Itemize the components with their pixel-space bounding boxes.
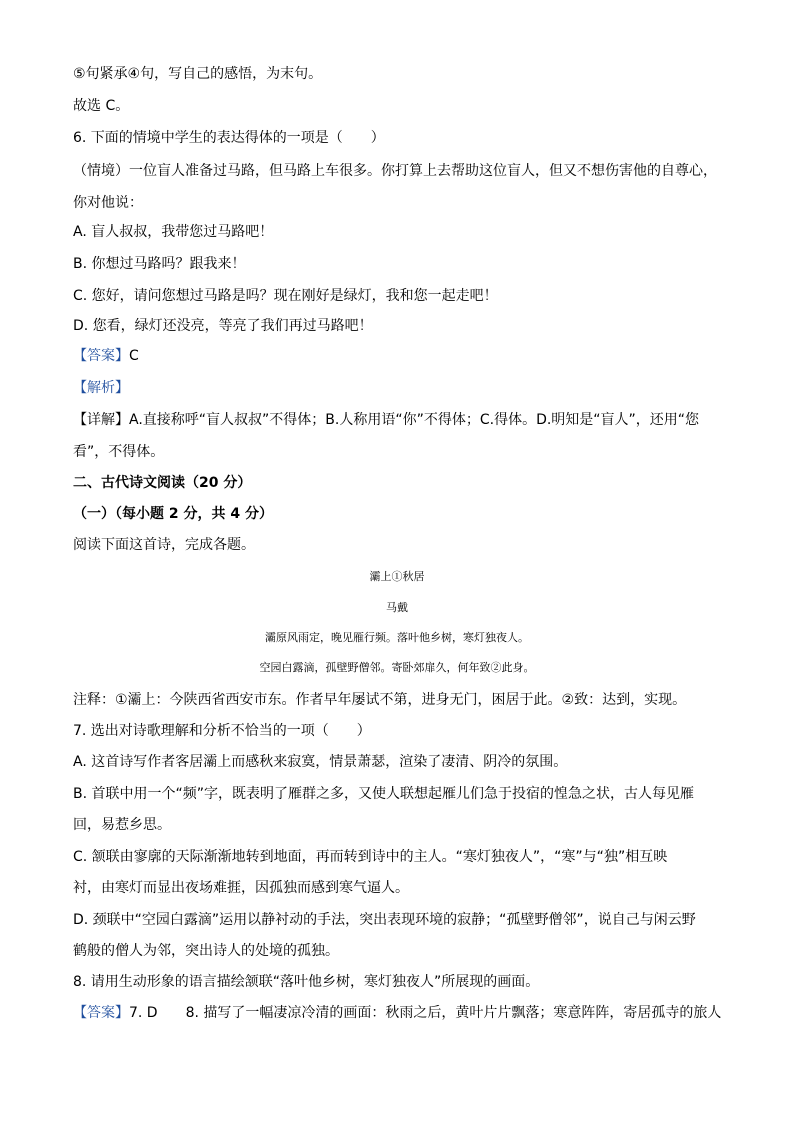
question-6: 6. 下面的情境中学生的表达得体的一项是（ ） xyxy=(73,130,385,146)
answer-line xyxy=(73,346,733,366)
option-d: D. 您看，绿灯还没亮，等亮了我们再过马路吧！ xyxy=(73,318,373,334)
poem-line: 空园白露滴，孤壁野僧邻。寄卧郊扉久，何年致②此身。 xyxy=(259,661,535,674)
poem-title: 灞上①秋居 xyxy=(369,570,425,583)
option-d: D. 颈联中“空园白露滴”运用以静衬动的手法，突出表现环境的寂静；“孤壁野僧邻”，说自己与闲云野 xyxy=(73,912,696,928)
option-c: C. 您好，请问您想过马路是吗？现在刚好是绿灯，我和您一起走吧！ xyxy=(73,288,498,304)
subsection-heading: （一）（每小题 2 分，共 4 分） xyxy=(73,506,273,522)
answer-tag: 【答案】 xyxy=(73,348,129,364)
answer-value: 7. D 8. 描写了一幅凄凉冷清的画面：秋雨之后，黄叶片片飘落；寒意阵阵，寄居孤寺的旅人 xyxy=(129,1005,722,1021)
question-7: 7. 选出对诗歌理解和分析不恰当的一项（ ） xyxy=(73,723,371,739)
section-heading: 二、古代诗文阅读（20 分） xyxy=(73,475,252,491)
text-line: 故选 C。 xyxy=(73,98,130,114)
poem-note: 注释：①灞上：今陕西省西安市东。作者早年屡试不第，进身无门，困居于此。②致：达到，实现。 xyxy=(73,692,687,708)
detail-line: 看”，不得体。 xyxy=(73,444,165,460)
detail-line: 【详解】A.直接称呼“盲人叔叔”不得体；B.人称用语“你”不得体；C.得体。D.明知是“盲人”，还用“您 xyxy=(73,412,700,428)
text-line: ⑤句紧承④句，写自己的感悟，为末句。 xyxy=(73,66,323,82)
poem-author: 马戴 xyxy=(386,601,408,614)
option-d: 鹤般的僧人为邻，突出诗人的处境的孤独。 xyxy=(73,943,339,959)
analysis-tag: 【解析】 xyxy=(73,380,129,396)
answer-tag: 【答案】 xyxy=(73,1005,129,1021)
option-a: A. 盲人叔叔，我带您过马路吧！ xyxy=(73,224,274,240)
question-8: 8. 请用生动形象的语言描绘颔联“落叶他乡树，寒灯独夜人”所展现的画面。 xyxy=(73,974,540,990)
question-6-context: 你对他说： xyxy=(73,195,143,211)
option-a: A. 这首诗写作者客居灞上而感秋来寂寞，情景萧瑟，渲染了凄清、阴冷的氛围。 xyxy=(73,754,568,770)
option-c: C. 颔联由寥廓的天际渐渐地转到地面，再而转到诗中的主人。“寒灯独夜人”，“寒”与“独”相互映 xyxy=(73,849,668,865)
option-b: 回，易惹乡思。 xyxy=(73,817,171,833)
question-6-context: （情境）一位盲人准备过马路，但马路上车很多。你打算上去帮助这位盲人，但又不想伤害他的自尊心， xyxy=(73,163,717,179)
answer-value: C xyxy=(129,348,139,364)
final-answer-line xyxy=(73,1003,733,1023)
instruction: 阅读下面这首诗，完成各题。 xyxy=(73,537,255,553)
option-c: 衬，由寒灯而显出夜场难捱，因孤独而感到寒气逼人。 xyxy=(73,880,409,896)
option-b: B. 你想过马路吗？跟我来！ xyxy=(73,256,246,272)
poem-line: 灞原风雨定，晚见雁行频。落叶他乡树，寒灯独夜人。 xyxy=(265,631,529,644)
option-b: B. 首联中用一个“频”字，既表明了雁群之多，又使人联想起雁儿们急于投宿的惶急之状，古人每见雁 xyxy=(73,786,695,802)
